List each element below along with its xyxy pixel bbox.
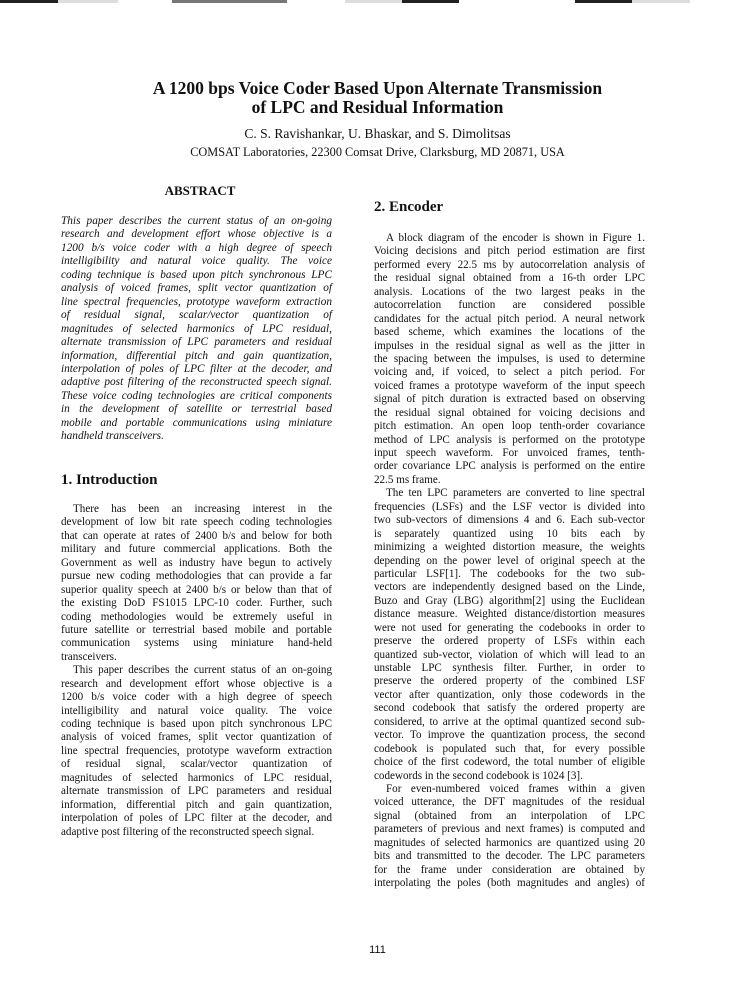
text-line: signal of pitch duration is extracted based on observing bbox=[374, 393, 645, 406]
text-line: impulses in the residual signal as well as the jitter in bbox=[374, 339, 645, 352]
text-line: voiced utterance, the DFT magnitudes of the residual bbox=[374, 796, 645, 809]
scan-artifact-bar bbox=[0, 0, 58, 3]
encoder-heading: 2. Encoder bbox=[374, 199, 444, 215]
text-line: Government as well as industry have begun to actively bbox=[61, 556, 332, 569]
text-line: signal (obtained from an interpolation of LPC bbox=[374, 809, 645, 822]
paper-authors: C. S. Ravishankar, U. Bhaskar, and S. Dimolitsas bbox=[244, 126, 511, 141]
text-line: choice of the first codeword, the total number of eligible bbox=[374, 756, 645, 769]
text-line: candidates for the actual pitch period. A neural network bbox=[374, 312, 645, 325]
text-line: voicing and, if voiced, to select a pitch period. For bbox=[374, 366, 645, 379]
text-line: order covariance LPC analysis is performed on the entire bbox=[374, 460, 645, 473]
text-line: coding technique is based upon pitch synchronous LPC bbox=[61, 268, 332, 281]
text-line: vector. To improve the quantization process, the second bbox=[374, 729, 645, 742]
text-line: of residual signal, scalar/vector quantization of bbox=[61, 309, 332, 322]
text-line: intelligibility and natural voice quality. The voice bbox=[61, 704, 332, 717]
scan-artifact-bar bbox=[575, 0, 632, 3]
text-line: development of low bit rate speech coding technologies bbox=[61, 516, 332, 529]
paper-title-line-2: of LPC and Residual Information bbox=[251, 97, 504, 117]
paper-affiliation: COMSAT Laboratories, 22300 Comsat Drive, Clarksburg, MD 20871, USA bbox=[190, 145, 565, 159]
scan-artifact-bar bbox=[632, 0, 690, 3]
text-line: in the development of satellite or terrestrial based bbox=[61, 403, 332, 416]
text-line: the residual signal obtained from a 16-th order LPC bbox=[374, 272, 645, 285]
text-line: alternate transmission of LPC parameters and residual bbox=[61, 785, 332, 798]
text-line: communication systems using miniature hand-held bbox=[61, 637, 332, 650]
text-line: parameters of previous and next frames) is computed and bbox=[374, 823, 645, 836]
text-line: line spectral frequencies, prototype waveform extraction bbox=[61, 295, 332, 308]
text-line: 1200 b/s voice coder with a high degree of speech bbox=[61, 241, 332, 254]
text-line: is separately quantized using 10 bits each by bbox=[374, 527, 645, 540]
text-line: 1200 b/s voice coder with a high degree of speech bbox=[61, 691, 332, 704]
text-line: preserve the ordered property of the combined LSF bbox=[374, 675, 645, 688]
text-line: transceivers. bbox=[61, 650, 117, 663]
text-line: unstable LPC synthesis filter. Further, in order to bbox=[374, 662, 645, 674]
text-line: A block diagram of the encoder is shown in Figure 1. bbox=[386, 232, 645, 244]
text-line: information, differential pitch and gain quantization, bbox=[61, 798, 332, 811]
text-line: voiced frames a prototype waveform of the input speech bbox=[374, 379, 645, 392]
introduction-heading: 1. Introduction bbox=[61, 472, 158, 488]
text-line: depending on the power level of original speech at the bbox=[374, 554, 645, 567]
text-line: magnitudes of selected harmonics of LPC residual, bbox=[61, 771, 332, 784]
text-line: the existing DoD FS1015 LPC-10 coder. Further, such bbox=[61, 597, 332, 610]
scan-artifact-bar bbox=[345, 0, 402, 3]
scan-artifact-bar bbox=[172, 0, 287, 3]
text-line: analysis of voiced frames, split vector quantization of bbox=[61, 731, 332, 744]
text-line: for the frame under consideration are obtained by bbox=[374, 863, 645, 876]
text-line: military and future commercial applications. Both the bbox=[61, 543, 332, 556]
text-line: bits and transmitted to the decoder. The LPC parameters bbox=[374, 850, 645, 863]
text-line: codewords in the second codebook is 1024 [3]. bbox=[374, 769, 583, 782]
text-line: Buzo and Gray (LBG) algorithm[2] using the Euclidean bbox=[374, 594, 645, 607]
text-line: codebook is populated such that, for every possible bbox=[374, 742, 645, 755]
text-line: pursue new coding methodologies that can provide a far bbox=[61, 570, 332, 583]
encoder-body bbox=[374, 232, 645, 890]
text-line: second codebook that satisfy the ordered property are bbox=[374, 702, 645, 715]
text-line: Voicing decisions and pitch period estimation are first bbox=[374, 245, 645, 258]
text-line: pitch estimation. An open loop tenth-order covariance bbox=[374, 420, 645, 433]
text-line: the residual signal obtained for voicing decisions and bbox=[374, 406, 645, 419]
text-line: preserve the ordered property of LSFs within each bbox=[374, 635, 645, 648]
text-line: method of LPC analysis is performed on the prototype bbox=[374, 433, 645, 446]
text-line: research and development effort whose objective is a bbox=[61, 228, 332, 241]
paper-title-line-1: A 1200 bps Voice Coder Based Upon Alternate Transmission bbox=[152, 78, 603, 98]
text-line: line spectral frequencies, prototype waveform extraction bbox=[61, 744, 332, 757]
scan-artifact-bar bbox=[58, 0, 118, 3]
text-line: quantized sub-vector, violation of which will lead to an bbox=[374, 648, 645, 661]
text-line: There has been an increasing interest in the bbox=[73, 503, 332, 515]
text-line: magnitudes of selected harmonics of LPC residual, bbox=[61, 322, 332, 335]
text-line: 22.5 ms frame. bbox=[374, 473, 441, 486]
text-line: of residual signal, scalar/vector quantization of bbox=[61, 758, 332, 771]
text-line: information, differential pitch and gain quantization, bbox=[61, 349, 332, 362]
text-line: interpolation of poles of LPC filter at the decoder, and bbox=[61, 812, 332, 825]
text-line: intelligibility and natural voice quality. The voice bbox=[61, 255, 332, 268]
page-number: 111 bbox=[369, 944, 386, 956]
text-line: vectors are independently designed based on the Linde, bbox=[374, 581, 645, 594]
text-line: were not used for generating the codebooks in order to bbox=[374, 621, 645, 634]
text-line: These voice coding technologies are critical components bbox=[61, 389, 332, 402]
text-line: alternate transmission of LPC parameters and residual bbox=[61, 336, 332, 349]
text-line: This paper describes the current status of an on-going bbox=[61, 215, 332, 227]
text-line: For even-numbered voiced frames within a given bbox=[386, 782, 645, 795]
text-line: research and development effort whose objective is a bbox=[61, 677, 332, 690]
abstract-body bbox=[61, 215, 332, 444]
text-line: minimizing a weighted distortion measure, the weights bbox=[374, 541, 645, 554]
introduction-body bbox=[61, 503, 332, 839]
text-line: coding technique is based upon pitch synchronous LPC bbox=[61, 718, 332, 730]
text-line: coding methodologies would be extremely useful in bbox=[61, 610, 332, 623]
text-line: input speech waveform. For unvoiced frames, tenth- bbox=[374, 447, 645, 459]
text-line: The ten LPC parameters are converted to line spectral bbox=[386, 487, 645, 500]
text-line: that can operate at rates of 2400 b/s and below for both bbox=[61, 529, 332, 542]
text-line: considered, to arrive at the optimal quantized second sub- bbox=[374, 715, 645, 728]
text-line: particular LSF[1]. The codebooks for the two sub- bbox=[374, 567, 645, 580]
text-line: frequencies (LSFs) and the LSF vector is divided into bbox=[374, 500, 645, 513]
text-line: distance measure. Weighted distance/distortion measures bbox=[374, 608, 645, 621]
text-line: autocorrelation function are considered possible bbox=[374, 299, 645, 312]
text-line: analysis. Locations of the two largest peaks in the bbox=[374, 285, 645, 298]
text-line: magnitudes of selected harmonics are quantized using 20 bbox=[374, 836, 645, 849]
text-line: the spacing between the impulses, is used to determine bbox=[374, 352, 645, 365]
text-line: analysis of voiced frames, split vector quantization of bbox=[61, 282, 332, 295]
text-line: based scheme, which examines the locations of the bbox=[374, 326, 645, 339]
abstract-heading: ABSTRACT bbox=[164, 183, 236, 198]
text-line: performed every 22.5 ms by autocorrelation analysis of bbox=[374, 258, 645, 271]
text-line: interpolation of poles of LPC filter at the decoder, and bbox=[61, 362, 332, 375]
text-line: superior quality speech at 2400 b/s or below than that of bbox=[61, 583, 332, 596]
text-line: mobile and portable communications using miniature bbox=[61, 416, 332, 429]
text-line: This paper describes the current status of an on-going bbox=[73, 664, 332, 677]
text-line: two sub-vectors of dimensions 4 and 6. Each sub-vector bbox=[374, 514, 645, 527]
text-line: vector after quantization, only those codewords in the bbox=[374, 688, 645, 701]
text-line: adaptive post filtering of the reconstructed speech signal. bbox=[61, 376, 332, 389]
text-line: adaptive post filtering of the reconstructed speech signal. bbox=[61, 825, 315, 838]
text-line: handheld transceivers. bbox=[61, 430, 164, 443]
text-line: future satellite or terrestrial based mobile and portable bbox=[61, 623, 332, 636]
scan-artifact-bar bbox=[402, 0, 459, 3]
text-line: interpolating the poles (both magnitudes and angles) of bbox=[374, 877, 645, 889]
